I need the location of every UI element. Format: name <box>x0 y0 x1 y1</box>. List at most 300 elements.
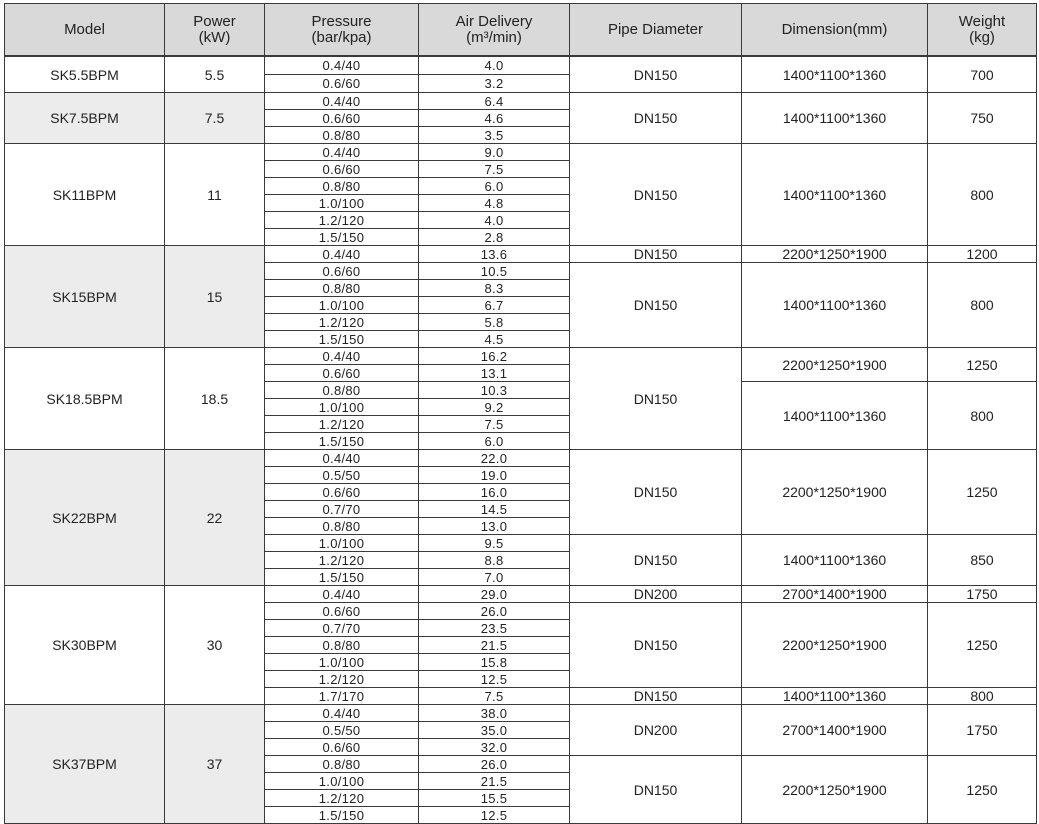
pipe-diameter-cell <box>569 534 742 586</box>
pressure-cell <box>264 364 419 382</box>
pressure-cell <box>264 687 419 705</box>
pressure-cell <box>264 721 419 739</box>
air-delivery-cell <box>418 653 570 671</box>
header-dimension <box>741 3 928 56</box>
weight-cell-text: 800 <box>970 688 994 704</box>
power-cell-text: 7.5 <box>204 110 225 126</box>
pressure-cell-text: 0.8/80 <box>322 518 361 534</box>
air-delivery-cell-text: 19.0 <box>480 467 508 483</box>
air-delivery-cell-text: 7.5 <box>484 416 504 432</box>
weight-cell <box>927 245 1037 263</box>
model-cell <box>4 449 165 586</box>
dimension-cell <box>741 347 928 382</box>
air-delivery-cell-text: 12.5 <box>480 807 508 823</box>
pressure-cell-text: 1.2/120 <box>318 212 365 228</box>
air-delivery-cell-text: 32.0 <box>480 739 508 755</box>
header-model <box>4 3 165 56</box>
dimension-cell-text: 1400*1100*1360 <box>782 110 887 126</box>
air-delivery-cell <box>418 721 570 739</box>
pipe-diameter-cell-text: DN200 <box>633 586 678 602</box>
air-delivery-cell <box>418 789 570 807</box>
model-cell <box>4 143 165 246</box>
weight-cell <box>927 687 1037 705</box>
pressure-cell <box>264 704 419 722</box>
pressure-cell <box>264 313 419 331</box>
air-delivery-cell-text: 6.0 <box>484 178 504 194</box>
air-delivery-cell <box>418 619 570 637</box>
pressure-cell <box>264 653 419 671</box>
power-cell <box>164 143 265 246</box>
pressure-cell <box>264 262 419 280</box>
pressure-cell-text: 0.8/80 <box>322 756 361 772</box>
pipe-diameter-cell <box>569 449 742 535</box>
power-cell-text: 30 <box>206 637 223 653</box>
air-delivery-cell <box>418 466 570 484</box>
air-delivery-cell-text: 13.6 <box>480 246 508 262</box>
pressure-cell <box>264 126 419 144</box>
air-delivery-cell-text: 16.0 <box>480 484 508 500</box>
dimension-cell-text: 1400*1100*1360 <box>782 552 887 568</box>
air-delivery-cell <box>418 279 570 297</box>
weight-cell <box>927 381 1037 450</box>
model-cell <box>4 704 165 824</box>
weight-cell-text: 1250 <box>966 781 998 798</box>
weight-cell <box>927 449 1037 535</box>
air-delivery-cell <box>418 636 570 654</box>
air-delivery-cell <box>418 806 570 824</box>
weight-cell-text: 1200 <box>966 246 998 262</box>
air-delivery-cell-text: 35.0 <box>480 722 508 738</box>
air-delivery-cell <box>418 211 570 229</box>
pipe-diameter-cell-text: DN150 <box>633 297 678 313</box>
pipe-diameter-cell <box>569 704 742 756</box>
air-delivery-cell <box>418 415 570 433</box>
dimension-cell <box>741 56 928 93</box>
pressure-cell <box>264 330 419 348</box>
pressure-cell <box>264 228 419 246</box>
weight-cell-text: 700 <box>970 66 994 83</box>
weight-cell-text: 800 <box>970 186 994 203</box>
pressure-cell-text: 1.5/150 <box>318 331 365 347</box>
pipe-diameter-cell <box>569 56 742 93</box>
air-delivery-cell-text: 6.4 <box>484 93 504 109</box>
pressure-cell <box>264 109 419 127</box>
pressure-cell-text: 0.4/40 <box>322 144 361 160</box>
air-delivery-cell-text: 9.0 <box>484 144 504 160</box>
pipe-diameter-cell-text: DN200 <box>633 722 678 738</box>
air-delivery-cell <box>418 704 570 722</box>
pressure-cell <box>264 143 419 161</box>
pipe-diameter-cell <box>569 347 742 450</box>
air-delivery-cell <box>418 92 570 110</box>
power-cell <box>164 92 265 144</box>
power-cell <box>164 585 265 705</box>
weight-cell <box>927 262 1037 348</box>
pressure-cell <box>264 194 419 212</box>
air-delivery-cell <box>418 432 570 450</box>
weight-cell-text: 1250 <box>966 484 998 500</box>
air-delivery-cell-text: 21.5 <box>480 773 508 789</box>
air-delivery-cell-text: 13.0 <box>480 518 508 534</box>
pipe-diameter-cell-text: DN150 <box>633 637 678 653</box>
air-delivery-cell-text: 10.3 <box>480 382 508 398</box>
air-delivery-cell <box>418 347 570 365</box>
dimension-cell <box>741 534 928 586</box>
pressure-cell-text: 1.0/100 <box>318 535 365 551</box>
pressure-cell-text: 0.8/80 <box>322 127 361 143</box>
pressure-cell-text: 0.6/60 <box>322 110 361 126</box>
pressure-cell-text: 1.0/100 <box>318 654 365 670</box>
dimension-cell-text: 2700*1400*1900 <box>782 722 887 738</box>
power-cell <box>164 704 265 824</box>
pressure-cell-text: 0.8/80 <box>322 637 361 653</box>
model-cell-text: SK22BPM <box>52 509 117 526</box>
weight-cell-text: 850 <box>970 552 994 568</box>
pressure-cell-text: 0.6/60 <box>322 161 361 177</box>
pressure-cell <box>264 296 419 314</box>
pressure-cell <box>264 92 419 110</box>
dimension-cell <box>741 449 928 535</box>
pressure-cell <box>264 738 419 756</box>
header-pressure-unit: (bar/kpa) <box>311 28 372 46</box>
air-delivery-cell-text: 5.8 <box>484 314 504 330</box>
air-delivery-cell-text: 22.0 <box>480 450 508 466</box>
dimension-cell-text: 1400*1100*1360 <box>782 297 887 313</box>
pressure-cell-text: 0.4/40 <box>322 450 361 466</box>
air-delivery-cell <box>418 330 570 348</box>
air-delivery-cell-text: 8.3 <box>484 280 504 296</box>
pipe-diameter-cell-text: DN150 <box>633 552 678 568</box>
pressure-cell <box>264 466 419 484</box>
weight-cell <box>927 585 1037 603</box>
pipe-diameter-cell-text: DN150 <box>633 484 678 500</box>
dimension-cell-text: 2200*1250*1900 <box>782 484 887 500</box>
power-cell-text: 11 <box>207 186 222 203</box>
air-delivery-cell-text: 12.5 <box>480 671 508 687</box>
pressure-cell <box>264 74 419 93</box>
pressure-cell <box>264 517 419 535</box>
pressure-cell-text: 0.7/70 <box>322 501 361 517</box>
pressure-cell-text: 0.4/40 <box>322 58 361 73</box>
pipe-diameter-cell <box>569 245 742 263</box>
air-delivery-cell <box>418 568 570 586</box>
pipe-diameter-cell-text: DN150 <box>633 110 678 126</box>
model-cell <box>4 92 165 144</box>
air-delivery-cell <box>418 500 570 518</box>
pressure-cell-text: 0.8/80 <box>322 382 361 398</box>
air-delivery-cell <box>418 194 570 212</box>
air-delivery-cell-text: 26.0 <box>480 756 508 772</box>
pressure-cell-text: 1.2/120 <box>318 416 365 432</box>
pressure-cell <box>264 381 419 399</box>
air-delivery-cell-text: 26.0 <box>480 603 508 619</box>
air-delivery-cell <box>418 670 570 688</box>
pressure-cell <box>264 245 419 263</box>
pressure-cell-text: 0.4/40 <box>322 705 361 721</box>
pressure-cell-text: 0.4/40 <box>322 586 361 602</box>
air-delivery-cell <box>418 296 570 314</box>
pressure-cell <box>264 415 419 433</box>
power-cell-text: 15 <box>206 288 223 305</box>
air-delivery-cell-text: 4.0 <box>484 58 504 73</box>
air-delivery-cell <box>418 126 570 144</box>
header-weight-unit: (kg) <box>969 28 995 46</box>
pipe-diameter-cell <box>569 755 742 824</box>
pressure-cell <box>264 789 419 807</box>
air-delivery-cell <box>418 534 570 552</box>
model-cell-text: SK30BPM <box>52 637 117 653</box>
pipe-diameter-cell <box>569 143 742 246</box>
air-delivery-cell-text: 13.1 <box>480 365 508 381</box>
pressure-cell-text: 1.2/120 <box>318 671 365 687</box>
pressure-cell-text: 0.4/40 <box>322 246 361 262</box>
pressure-cell <box>264 636 419 654</box>
power-cell-text: 5.5 <box>204 66 225 83</box>
pressure-cell-text: 0.6/60 <box>322 76 361 91</box>
air-delivery-cell <box>418 551 570 569</box>
header-pressure <box>264 3 419 56</box>
weight-cell-text: 800 <box>970 297 994 313</box>
pressure-cell-text: 1.5/150 <box>318 433 365 449</box>
air-delivery-cell-text: 4.0 <box>484 212 504 228</box>
pressure-cell-text: 1.0/100 <box>318 195 365 211</box>
dimension-cell <box>741 687 928 705</box>
pressure-cell-text: 1.5/150 <box>318 807 365 823</box>
dimension-cell <box>741 381 928 450</box>
spec-table <box>4 3 1037 821</box>
dimension-cell <box>741 143 928 246</box>
pressure-cell <box>264 585 419 603</box>
pressure-cell <box>264 619 419 637</box>
air-delivery-cell <box>418 483 570 501</box>
pressure-cell-text: 0.6/60 <box>322 739 361 755</box>
air-delivery-cell-text: 6.0 <box>484 433 504 449</box>
weight-cell-text: 1250 <box>966 356 998 373</box>
pressure-cell <box>264 56 419 75</box>
weight-cell-text: 1750 <box>966 586 998 602</box>
pressure-cell-text: 1.2/120 <box>318 552 365 568</box>
header-air-unit: (m³/min) <box>466 28 522 46</box>
pressure-cell-text: 0.6/60 <box>322 263 361 279</box>
pressure-cell <box>264 449 419 467</box>
power-cell <box>164 245 265 348</box>
air-delivery-cell <box>418 160 570 178</box>
air-delivery-cell-text: 2.8 <box>484 229 504 245</box>
air-delivery-cell-text: 6.7 <box>484 297 504 313</box>
pressure-cell-text: 1.2/120 <box>318 790 365 806</box>
air-delivery-cell <box>418 56 570 75</box>
air-delivery-cell <box>418 449 570 467</box>
power-cell-text: 18.5 <box>200 390 229 407</box>
pressure-cell-text: 1.2/120 <box>318 314 365 330</box>
pressure-cell-text: 1.7/170 <box>318 688 365 704</box>
air-delivery-cell <box>418 245 570 263</box>
air-delivery-cell <box>418 602 570 620</box>
air-delivery-cell-text: 38.0 <box>480 705 508 721</box>
dimension-cell-text: 2200*1250*1900 <box>782 637 887 653</box>
pressure-cell <box>264 398 419 416</box>
pressure-cell-text: 0.4/40 <box>322 348 361 364</box>
model-cell <box>4 245 165 348</box>
power-cell <box>164 347 265 450</box>
dimension-cell-text: 2200*1250*1900 <box>782 356 887 373</box>
pressure-cell <box>264 772 419 790</box>
air-delivery-cell <box>418 687 570 705</box>
header-air-label: Air Delivery <box>455 12 533 30</box>
air-delivery-cell <box>418 228 570 246</box>
pressure-cell-text: 1.0/100 <box>318 399 365 415</box>
header-power-label: Power <box>193 12 236 30</box>
dimension-cell-text: 1400*1100*1360 <box>782 688 887 704</box>
header-dimension-label: Dimension(mm) <box>781 20 888 38</box>
header-weight <box>927 3 1037 56</box>
pipe-diameter-cell-text: DN150 <box>633 390 678 407</box>
dimension-cell <box>741 262 928 348</box>
air-delivery-cell <box>418 177 570 195</box>
weight-cell-text: 1750 <box>966 722 998 738</box>
air-delivery-cell <box>418 381 570 399</box>
dimension-cell <box>741 755 928 824</box>
model-cell <box>4 56 165 93</box>
model-cell-text: SK15BPM <box>52 288 117 305</box>
weight-cell <box>927 347 1037 382</box>
air-delivery-cell-text: 4.5 <box>484 331 504 347</box>
pressure-cell <box>264 551 419 569</box>
pipe-diameter-cell-text: DN150 <box>633 186 678 203</box>
pressure-cell <box>264 500 419 518</box>
header-pipe-diameter <box>569 3 742 56</box>
dimension-cell-text: 2200*1250*1900 <box>782 781 887 798</box>
pressure-cell <box>264 432 419 450</box>
pressure-cell-text: 0.8/80 <box>322 280 361 296</box>
air-delivery-cell-text: 23.5 <box>480 620 508 636</box>
weight-cell <box>927 56 1037 93</box>
dimension-cell-text: 1400*1100*1360 <box>782 186 887 203</box>
dimension-cell <box>741 585 928 603</box>
air-delivery-cell <box>418 364 570 382</box>
pipe-diameter-cell-text: DN150 <box>633 246 678 262</box>
pressure-cell <box>264 279 419 297</box>
air-delivery-cell-text: 3.2 <box>484 76 504 91</box>
pressure-cell <box>264 177 419 195</box>
pipe-diameter-cell-text: DN150 <box>633 688 678 704</box>
pipe-diameter-cell <box>569 262 742 348</box>
pressure-cell-text: 1.5/150 <box>318 569 365 585</box>
air-delivery-cell-text: 9.2 <box>484 399 504 415</box>
pressure-cell-text: 0.5/50 <box>322 467 361 483</box>
header-power <box>164 3 265 56</box>
pipe-diameter-cell-text: DN150 <box>633 781 678 798</box>
header-weight-label: Weight <box>958 12 1006 30</box>
weight-cell <box>927 534 1037 586</box>
air-delivery-cell <box>418 313 570 331</box>
dimension-cell-text: 2200*1250*1900 <box>782 246 887 262</box>
pipe-diameter-cell <box>569 92 742 144</box>
air-delivery-cell-text: 14.5 <box>480 501 508 517</box>
header-model-label: Model <box>64 20 105 38</box>
air-delivery-cell-text: 3.5 <box>484 127 504 143</box>
header-air-delivery <box>418 3 570 56</box>
model-cell-text: SK7.5BPM <box>50 110 119 126</box>
pressure-cell-text: 0.7/70 <box>322 620 361 636</box>
air-delivery-cell-text: 10.5 <box>480 263 508 279</box>
air-delivery-cell-text: 8.8 <box>484 552 504 568</box>
pressure-cell-text: 0.8/80 <box>322 178 361 194</box>
power-cell <box>164 56 265 93</box>
weight-cell-text: 750 <box>970 110 994 126</box>
weight-cell-text: 1250 <box>966 637 998 653</box>
header-pressure-label: Pressure <box>311 12 372 30</box>
air-delivery-cell <box>418 143 570 161</box>
pressure-cell-text: 0.6/60 <box>322 365 361 381</box>
pipe-diameter-cell <box>569 602 742 688</box>
air-delivery-cell-text: 7.5 <box>484 688 504 704</box>
pressure-cell-text: 0.5/50 <box>322 722 361 738</box>
model-cell <box>4 585 165 705</box>
dimension-cell <box>741 92 928 144</box>
air-delivery-cell <box>418 738 570 756</box>
air-delivery-cell-text: 15.8 <box>480 654 508 670</box>
header-power-unit: (kW) <box>198 28 231 46</box>
air-delivery-cell <box>418 398 570 416</box>
pressure-cell <box>264 806 419 824</box>
dimension-cell <box>741 602 928 688</box>
model-cell-text: SK11BPM <box>52 186 117 203</box>
air-delivery-cell <box>418 262 570 280</box>
pressure-cell <box>264 534 419 552</box>
model-cell <box>4 347 165 450</box>
dimension-cell <box>741 245 928 263</box>
air-delivery-cell-text: 4.8 <box>484 195 504 211</box>
weight-cell <box>927 143 1037 246</box>
air-delivery-cell <box>418 109 570 127</box>
power-cell <box>164 449 265 586</box>
air-delivery-cell <box>418 755 570 773</box>
pressure-cell-text: 0.6/60 <box>322 484 361 500</box>
air-delivery-cell <box>418 585 570 603</box>
pressure-cell-text: 1.5/150 <box>318 229 365 245</box>
pressure-cell <box>264 347 419 365</box>
power-cell-text: 22 <box>206 509 223 526</box>
air-delivery-cell-text: 16.2 <box>480 348 508 364</box>
pressure-cell-text: 1.0/100 <box>318 297 365 313</box>
pressure-cell <box>264 602 419 620</box>
dimension-cell-text: 1400*1100*1360 <box>782 66 887 83</box>
air-delivery-cell <box>418 772 570 790</box>
pressure-cell <box>264 160 419 178</box>
dimension-cell-text: 1400*1100*1360 <box>782 407 887 424</box>
dimension-cell-text: 2700*1400*1900 <box>782 586 887 602</box>
air-delivery-cell-text: 4.6 <box>484 110 504 126</box>
power-cell-text: 37 <box>206 756 223 772</box>
air-delivery-cell-text: 21.5 <box>480 637 508 653</box>
pipe-diameter-cell <box>569 585 742 603</box>
air-delivery-cell <box>418 74 570 93</box>
air-delivery-cell-text: 15.5 <box>480 790 508 806</box>
weight-cell <box>927 92 1037 144</box>
air-delivery-cell-text: 7.5 <box>484 161 504 177</box>
weight-cell-text: 800 <box>970 407 994 424</box>
pressure-cell <box>264 568 419 586</box>
dimension-cell <box>741 704 928 756</box>
pressure-cell <box>264 755 419 773</box>
pipe-diameter-cell-text: DN150 <box>633 66 678 83</box>
air-delivery-cell-text: 9.5 <box>484 535 504 551</box>
pressure-cell <box>264 211 419 229</box>
weight-cell <box>927 755 1037 824</box>
model-cell-text: SK37BPM <box>52 756 117 772</box>
model-cell-text: SK18.5BPM <box>46 390 123 407</box>
